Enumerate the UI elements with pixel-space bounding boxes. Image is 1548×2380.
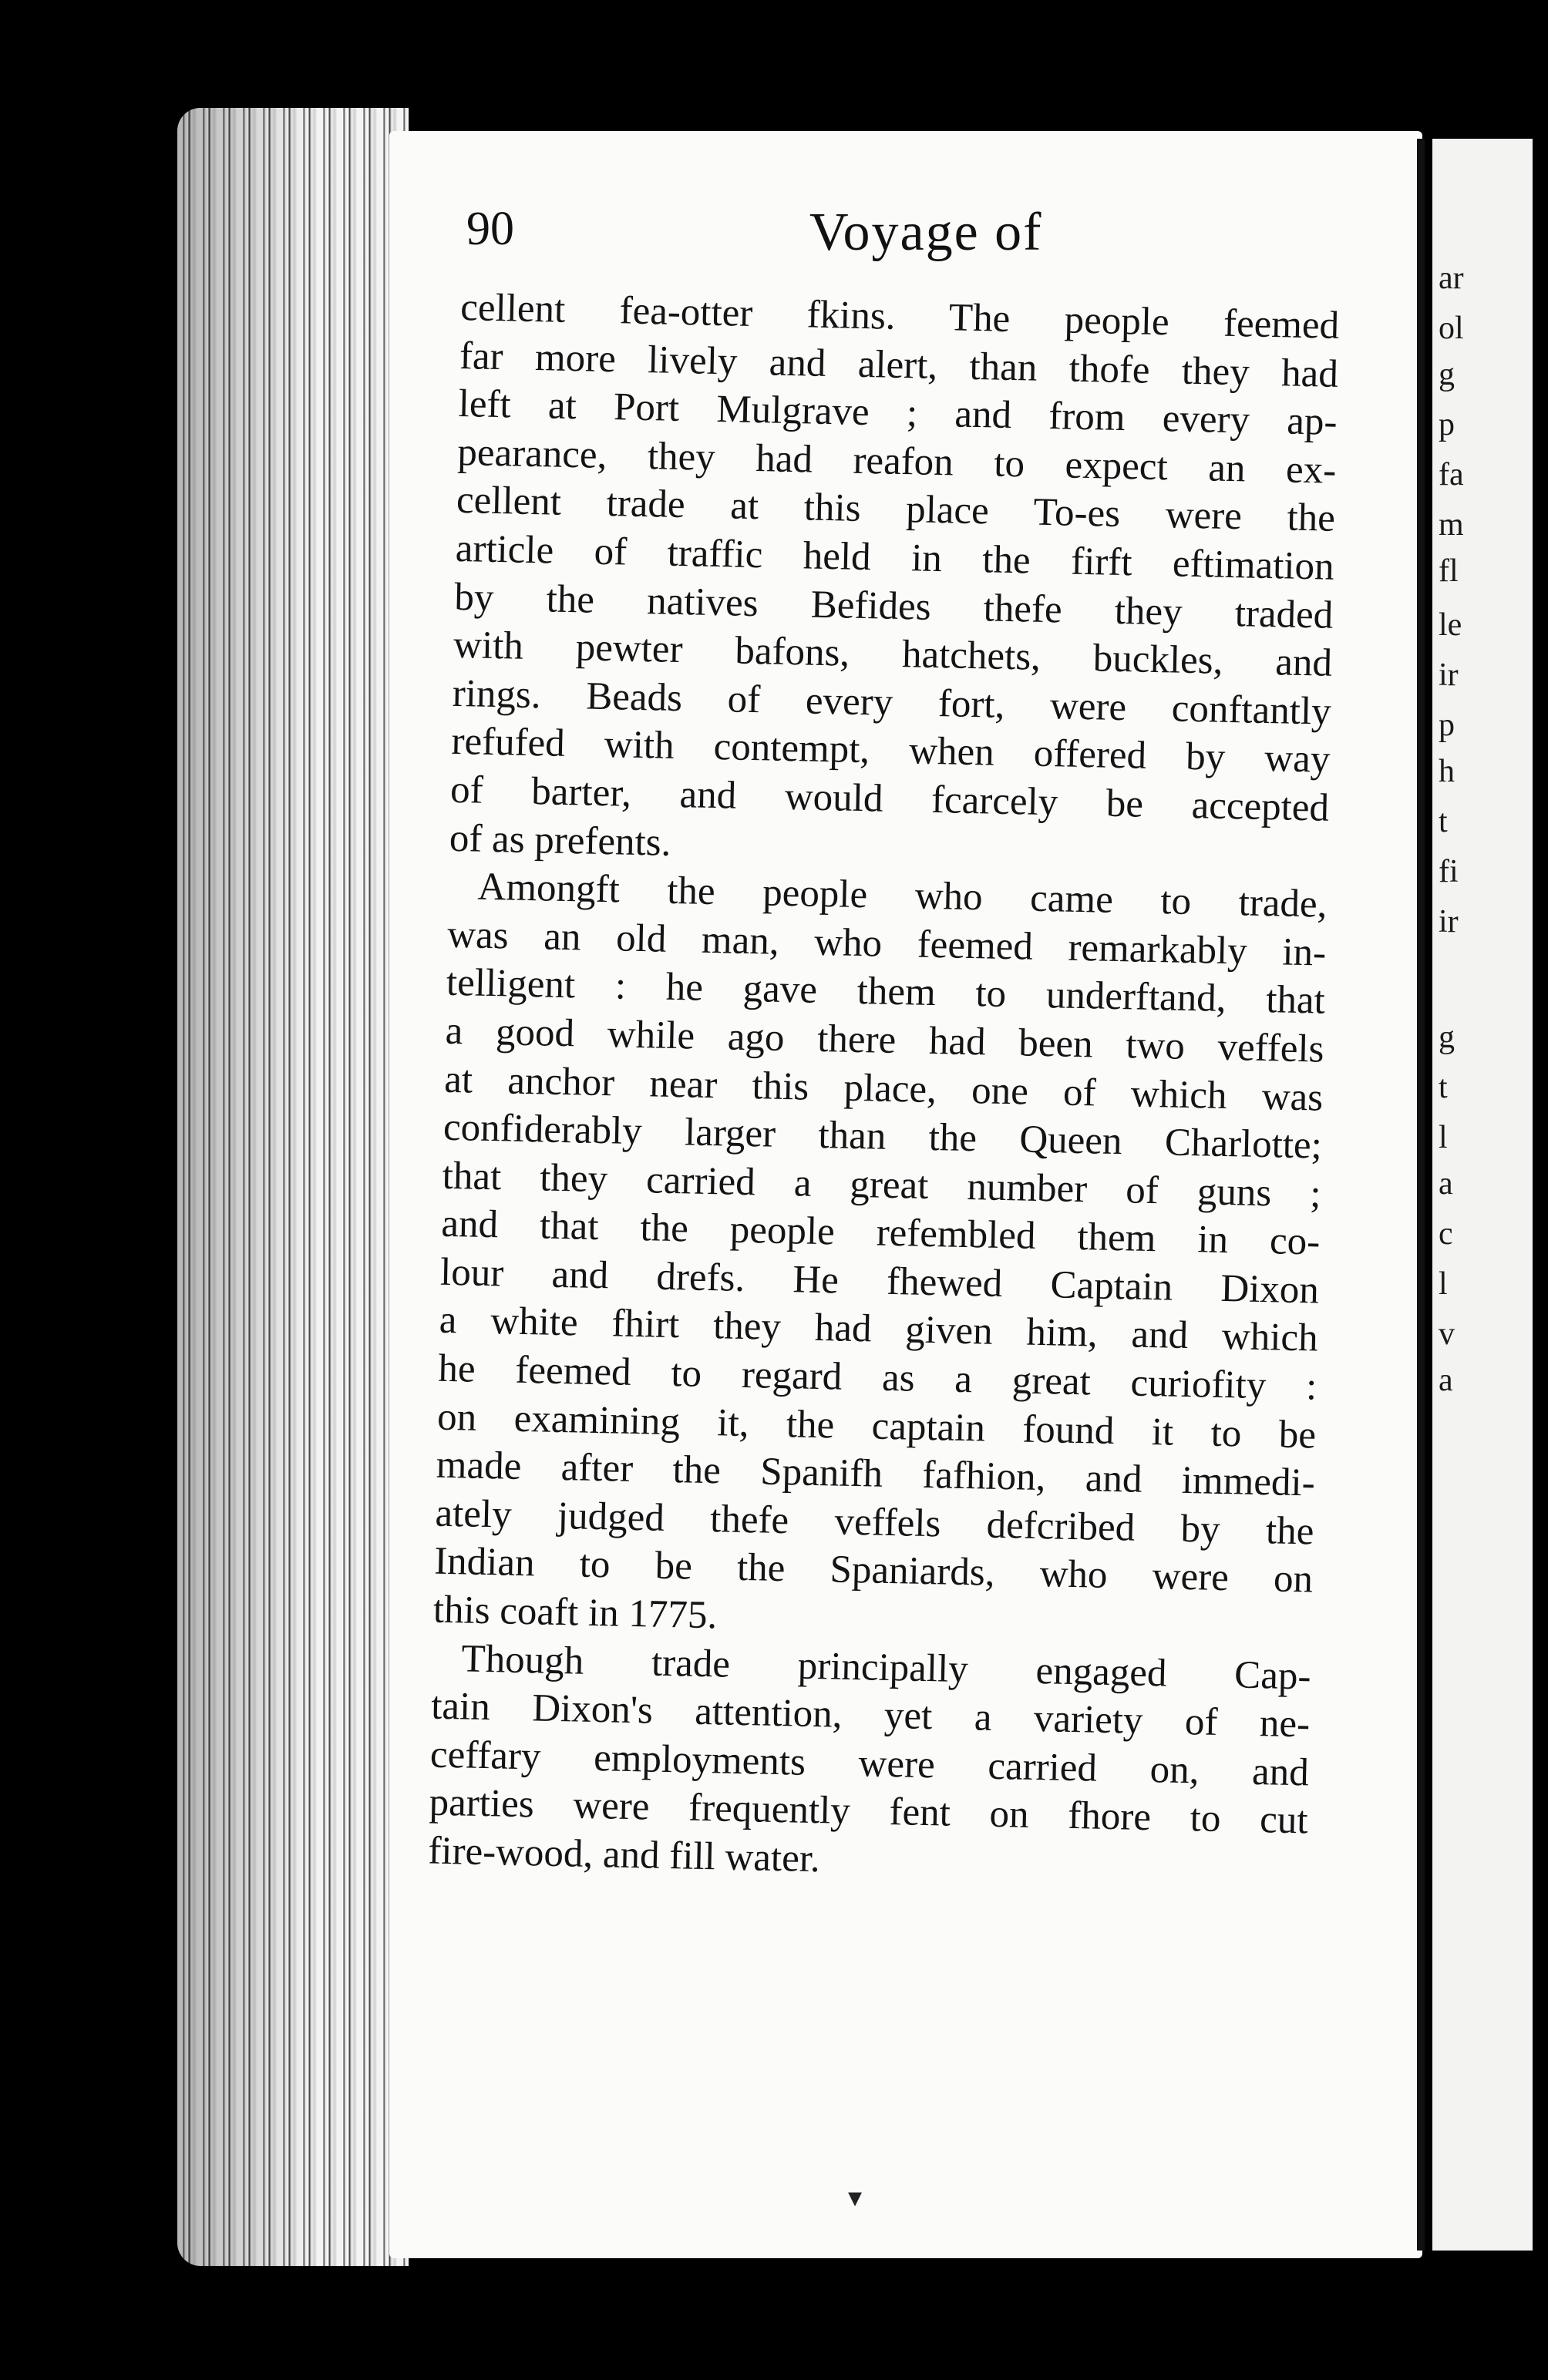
- text-line: cellent trade at this place To-es were the: [456, 479, 1336, 541]
- facing-page-fragment: p: [1439, 407, 1455, 442]
- text-line: and that the people refembled them in co-: [440, 1202, 1321, 1264]
- facing-page-fragment: fl: [1439, 553, 1459, 589]
- facing-page-fragment: ar: [1439, 261, 1464, 296]
- text-line: that they carried a great number of guns ;: [442, 1154, 1322, 1216]
- text-line: of as prefents.: [449, 816, 671, 865]
- paragraph-start-line: Though trade principally engaged Cap-: [461, 1637, 1311, 1699]
- text-line: a good while ago there had been two veffels: [445, 1009, 1325, 1071]
- paragraph-start-line: Amongft the people who came to trade,: [477, 865, 1328, 926]
- facing-page-fragment: m: [1439, 507, 1464, 543]
- page-number: 90: [466, 203, 514, 255]
- facing-page-fragment: a: [1439, 1166, 1453, 1202]
- text-line: ceffary employments were carried on, and: [429, 1733, 1310, 1795]
- text-line: fire-wood, and fill water.: [427, 1829, 821, 1881]
- facing-page-fragment: v: [1439, 1316, 1455, 1352]
- text-line: cellent fea-otter fkins. The people feemed: [459, 285, 1340, 348]
- facing-page-fragment: t: [1439, 1070, 1448, 1105]
- text-line: he feemed to regard as a great curiofity :: [437, 1346, 1317, 1409]
- text-line: far more lively and alert, than thofe they had: [459, 334, 1339, 396]
- text-line: this coaft in 1775.: [432, 1588, 718, 1638]
- text-line: ately judged thefe veffels defcribed by the: [434, 1491, 1314, 1554]
- facing-page-fragment: fa: [1439, 457, 1464, 492]
- facing-page-fragment: t: [1439, 804, 1448, 839]
- text-line: parties were frequently fent on fhore to cut: [429, 1780, 1309, 1843]
- text-line: tain Dixon's attention, yet a variety of ne-: [430, 1684, 1311, 1746]
- text-line: of barter, and would fcarcely be accepted: [449, 768, 1330, 830]
- facing-page-fragment: c: [1439, 1216, 1453, 1252]
- text-line: telligent : he gave them to underftand, that: [446, 961, 1326, 1023]
- facing-page-fragment: ir: [1439, 657, 1459, 693]
- facing-page-fragment: ol: [1439, 311, 1464, 346]
- facing-page-fragment: g: [1439, 1020, 1455, 1055]
- text-line: on examining it, the captain found it to be: [436, 1395, 1317, 1457]
- text-line: was an old man, who feemed remarkably in-: [446, 913, 1327, 975]
- facing-page-fragment: l: [1439, 1120, 1448, 1155]
- text-line: rings. Beads of every fort, were conftantly: [452, 671, 1332, 734]
- facing-page-fragment: g: [1439, 357, 1455, 392]
- page-edges-shadow: [177, 108, 409, 2266]
- footer-mark: ▾: [848, 2182, 863, 2213]
- book-gutter: [1417, 139, 1425, 2251]
- text-line: by the natives Befides thefe they traded: [453, 575, 1334, 637]
- facing-page-fragment: p: [1439, 708, 1455, 743]
- text-line: a white fhirt they had given him, and which: [439, 1299, 1319, 1361]
- text-line: refufed with contempt, when offered by way: [450, 720, 1331, 782]
- text-line: made after the Spanifh fafhion, and immedi-: [436, 1443, 1316, 1505]
- text-line: confiderably larger than the Queen Charlotte;: [443, 1105, 1323, 1168]
- facing-page-fragment: fi: [1439, 854, 1459, 889]
- text-line: left at Port Mulgrave ; and from every ap-: [458, 382, 1338, 445]
- text-line: article of traffic held in the firft eftimation: [455, 526, 1335, 589]
- text-line: pearance, they had reafon to expect an ex-: [456, 430, 1337, 492]
- facing-page-fragment: h: [1439, 754, 1455, 789]
- text-line: with pewter bafons, hatchets, buckles, and: [453, 624, 1333, 685]
- facing-page-fragment: le: [1439, 607, 1462, 643]
- running-head: Voyage of: [809, 203, 1043, 262]
- facing-page-fragment: l: [1439, 1266, 1448, 1302]
- text-line: at anchor near this place, one of which was: [443, 1057, 1324, 1120]
- facing-page-fragment: ir: [1439, 904, 1459, 940]
- text-line: lour and drefs. He fhewed Captain Dixon: [439, 1250, 1320, 1313]
- facing-page-fragment: a: [1439, 1363, 1453, 1398]
- facing-page: [1432, 139, 1533, 2251]
- body-text: [428, 284, 1340, 1894]
- text-line: Indian to be the Spaniards, who were on: [433, 1540, 1314, 1602]
